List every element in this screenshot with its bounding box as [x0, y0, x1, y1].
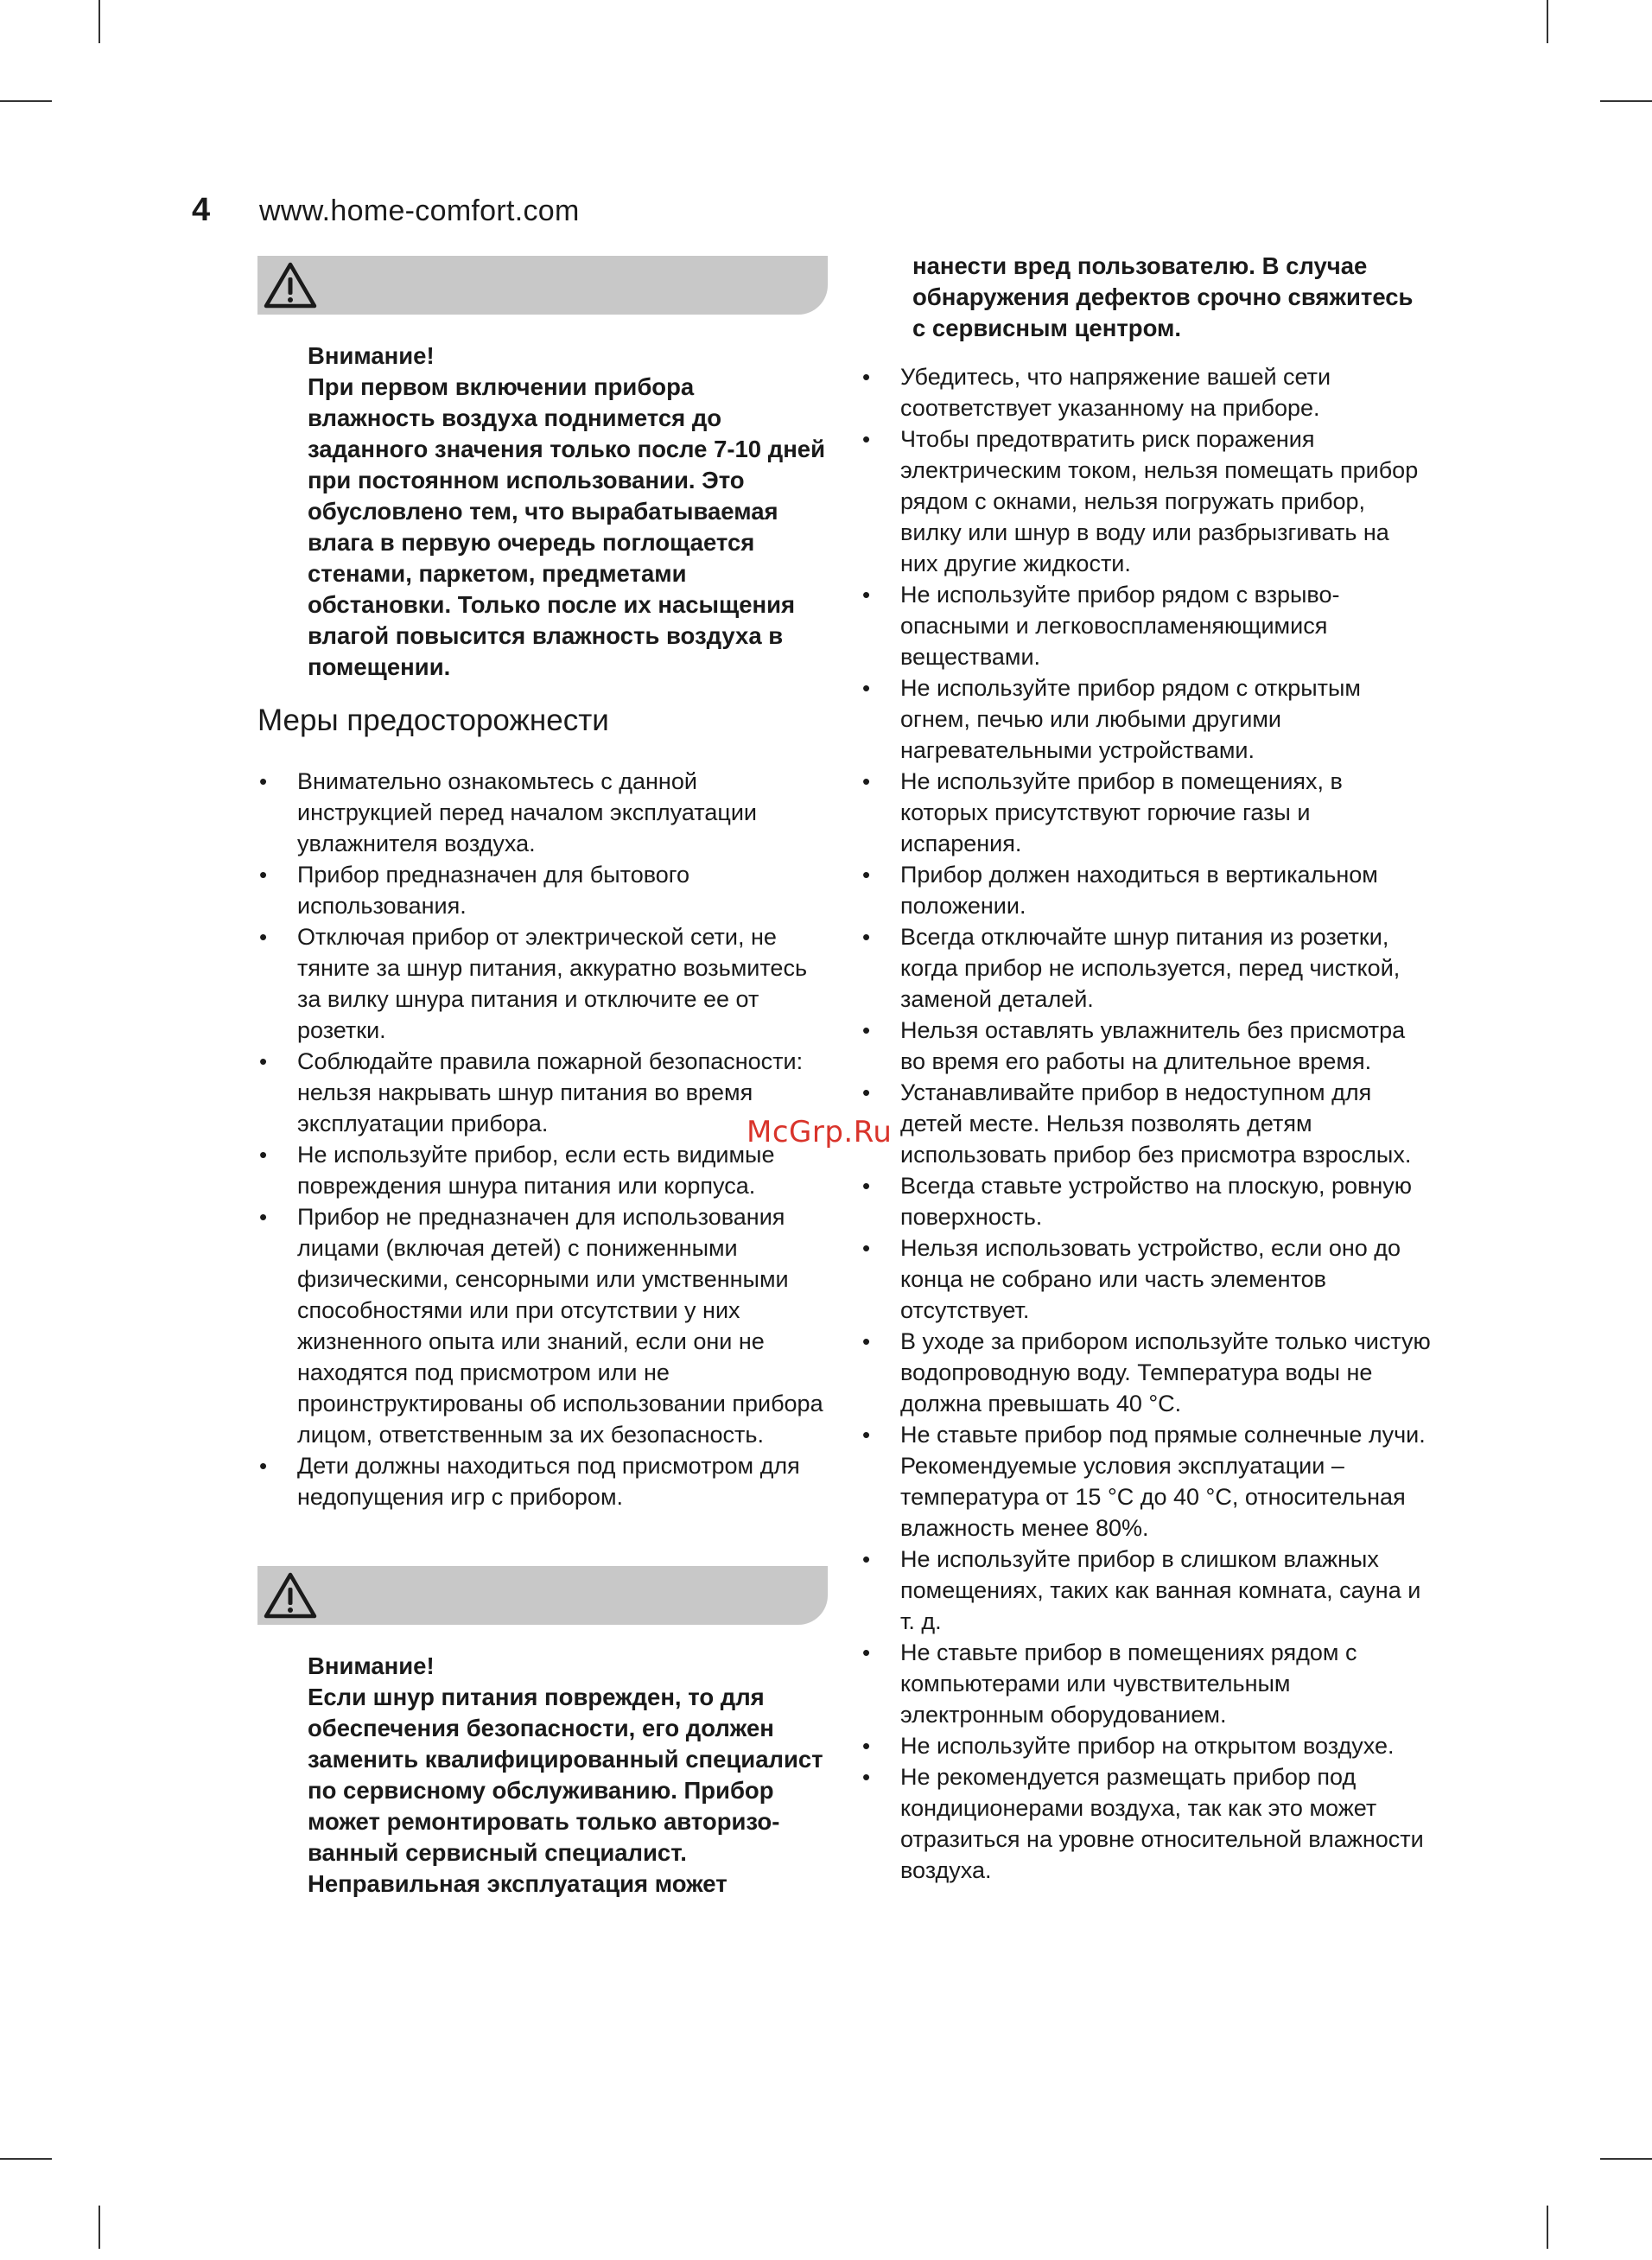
- list-item-text: Всегда ставьте устройство на плоскую, ровную поверхность.: [900, 1173, 1413, 1230]
- bullet: •: [862, 1639, 871, 1665]
- list-item: [257, 1450, 828, 1512]
- list-item: [861, 423, 1431, 579]
- bullet: •: [862, 1017, 871, 1043]
- bullet: •: [862, 862, 871, 888]
- site-url: www.home-comfort.com: [259, 194, 580, 227]
- warning-triangle-icon: [263, 1571, 318, 1620]
- list-item: [861, 921, 1431, 1015]
- bullet: •: [862, 1235, 871, 1261]
- warning-body: Если шнур питания поврежден, то для обеспечения безопасности, его должен заменить квалифицированный специалист по сервисному обслуживанию. Прибор может ремонтировать только авторизованный сервисный специалист. Неправильная эксплуатация может: [308, 1684, 823, 1897]
- warning-heading: Внимание!: [308, 342, 435, 369]
- left-column: [257, 256, 828, 1900]
- list-item-text: Внимательно ознакомьтесь с данной инструкцией перед началом эксплуатации увлажнителя воздуха.: [297, 768, 758, 856]
- page-header: [192, 192, 580, 235]
- bullet: •: [259, 1204, 268, 1230]
- precautions-list-continued: [861, 361, 1431, 1886]
- list-item: [861, 766, 1431, 859]
- crop-mark: [98, 2206, 100, 2249]
- list-item-text: Отключая прибор от электрической сети, не тяните за шнур питания, аккуратно возьмитесь за вилку шнура питания и отключите ее от розетки.: [297, 924, 808, 1043]
- list-item: [861, 1326, 1431, 1419]
- list-item-text: Соблюдайте правила пожарной безопасности: нельзя накрывать шнур питания во время эксплуатации прибора.: [297, 1048, 804, 1136]
- list-item-text: Чтобы предотвратить риск поражения электрическим током, нельзя помещать прибор рядом с окнами, нельзя погружать прибор, вилку или шнур в воду или разбрызгивать на них другие жидкости.: [900, 426, 1419, 576]
- bullet: •: [862, 1328, 871, 1354]
- list-item: [861, 1637, 1431, 1730]
- list-item: [861, 579, 1431, 672]
- list-item: [861, 1077, 1431, 1170]
- list-item: [257, 859, 828, 921]
- bullet: •: [259, 1453, 268, 1479]
- warning-text: [308, 1651, 828, 1900]
- bullet: •: [259, 1048, 268, 1074]
- warning-triangle-icon: [263, 261, 318, 309]
- list-item: [861, 361, 1431, 423]
- bullet: •: [862, 582, 871, 608]
- warning-text: [308, 341, 828, 683]
- list-item: [861, 1232, 1431, 1326]
- bullet: •: [259, 924, 268, 950]
- list-item-text: Прибор должен находиться в вертикальном положении.: [900, 862, 1378, 919]
- bullet: •: [259, 862, 268, 888]
- list-item-text: Не используйте прибор, если есть видимые повреждения шнура питания или корпуса.: [297, 1142, 775, 1199]
- list-item-text: Прибор не предназначен для использования лицами (включая детей) с пониженными физическими, сенсорными или умственными способностями или при отсутствии у них жизненного опыта или знаний, если они не находятся под присмотром или не проинструктированы об использовании прибора лицом, ответственным за их безопасность.: [297, 1204, 823, 1448]
- warning-body: При первом включении прибора влажность воздуха поднимется до заданного значения только после 7-10 дней при постоянном использовании. Это обусловлено тем, что вырабатываемая влага в первую очередь поглощается стенами, паркетом, предметами обстановки. Только после их насыщения влагой повысится влажность воздуха в помещении.: [308, 373, 826, 680]
- section-title: Меры предосторожнести: [257, 703, 609, 737]
- list-item-text: В уходе за прибором используйте только чистую водопроводную воду. Температура воды не должна превышать 40 °C.: [900, 1328, 1431, 1416]
- crop-mark: [1600, 100, 1652, 102]
- right-column: [861, 251, 1431, 1886]
- list-item: [861, 859, 1431, 921]
- warning-heading: Внимание!: [308, 1652, 435, 1679]
- list-item-text: Нельзя оставлять увлажнитель без присмотра во время его работы на длительное время.: [900, 1017, 1406, 1074]
- list-item: [861, 1419, 1431, 1544]
- list-item-text: Не используйте прибор в слишком влажных помещениях, таких как ванная комната, сауна и т. д.: [900, 1546, 1421, 1634]
- list-item: [257, 921, 828, 1046]
- bullet: •: [862, 1079, 871, 1105]
- list-item-text: Не рекомендуется размещать прибор под кондиционерами воздуха, так как это может отразиться на уровне относительной влажности воздуха.: [900, 1764, 1424, 1883]
- list-item: [861, 672, 1431, 766]
- warning-bar: [257, 256, 828, 315]
- list-item: [257, 1046, 828, 1139]
- list-item-text: Не используйте прибор на открытом воздухе.: [900, 1733, 1395, 1759]
- watermark: McGrp.Ru: [747, 1115, 893, 1149]
- list-item-text: Не ставьте прибор под прямые солнечные лучи. Рекомендуемые условия эксплуатации – температура от 15 °C до 40 °C, относительная влажность менее 80%.: [900, 1422, 1426, 1541]
- list-item-text: Не используйте прибор в помещениях, в которых присутствуют горючие газы и испарения.: [900, 768, 1343, 856]
- warning-bar: [257, 1566, 828, 1625]
- bullet: •: [862, 1173, 871, 1199]
- list-item: [861, 1170, 1431, 1232]
- bullet: •: [862, 768, 871, 794]
- list-item: [861, 1761, 1431, 1886]
- page-number: 4: [192, 192, 211, 228]
- bullet: •: [259, 768, 268, 794]
- precautions-list: [257, 766, 828, 1512]
- list-item: [861, 1015, 1431, 1077]
- list-item-text: Не используйте прибор рядом с открытым огнем, печью или любыми другими нагревательными устройствами.: [900, 675, 1361, 763]
- bullet: •: [862, 924, 871, 950]
- list-item: [257, 1201, 828, 1450]
- list-item-text: Всегда отключайте шнур питания из розетки, когда прибор не используется, перед чисткой, заменой деталей.: [900, 924, 1401, 1012]
- list-item-text: Не ставьте прибор в помещениях рядом с компьютерами или чувствительным электронным оборудованием.: [900, 1639, 1357, 1728]
- list-item-text: Дети должны находиться под присмотром для недопущения игр с прибором.: [297, 1453, 800, 1510]
- crop-mark: [1547, 0, 1548, 43]
- bullet: •: [862, 675, 871, 701]
- bullet: •: [259, 1142, 268, 1168]
- list-item-text: Не используйте прибор рядом с взрывоопасными и легковоспламеняющимися веществами.: [900, 582, 1340, 670]
- crop-mark: [98, 0, 100, 43]
- crop-mark: [0, 2158, 52, 2160]
- list-item-text: Прибор предназначен для бытового использования.: [297, 862, 690, 919]
- crop-mark: [1600, 2158, 1652, 2160]
- bullet: •: [862, 1422, 871, 1448]
- crop-mark: [0, 100, 52, 102]
- bullet: •: [862, 426, 871, 452]
- list-item: [257, 766, 828, 859]
- warning-continuation: нанести вред пользователю. В случае обнаружения дефектов срочно свяжитесь с сервисным центром.: [912, 252, 1414, 341]
- list-item: [861, 1544, 1431, 1637]
- bullet: •: [862, 1764, 871, 1790]
- list-item-text: Устанавливайте прибор в недоступном для детей месте. Нельзя позволять детям использовать прибор без присмотра взрослых.: [900, 1079, 1412, 1168]
- bullet: •: [862, 364, 871, 390]
- bullet: •: [862, 1546, 871, 1572]
- list-item: [257, 1139, 828, 1201]
- list-item-text: Нельзя использовать устройство, если оно до конца не собрано или часть элементов отсутствует.: [900, 1235, 1401, 1323]
- crop-mark: [1547, 2206, 1548, 2249]
- list-item: [861, 1730, 1431, 1761]
- bullet: •: [862, 1733, 871, 1759]
- list-item-text: Убедитесь, что напряжение вашей сети соответствует указанному на приборе.: [900, 364, 1331, 421]
